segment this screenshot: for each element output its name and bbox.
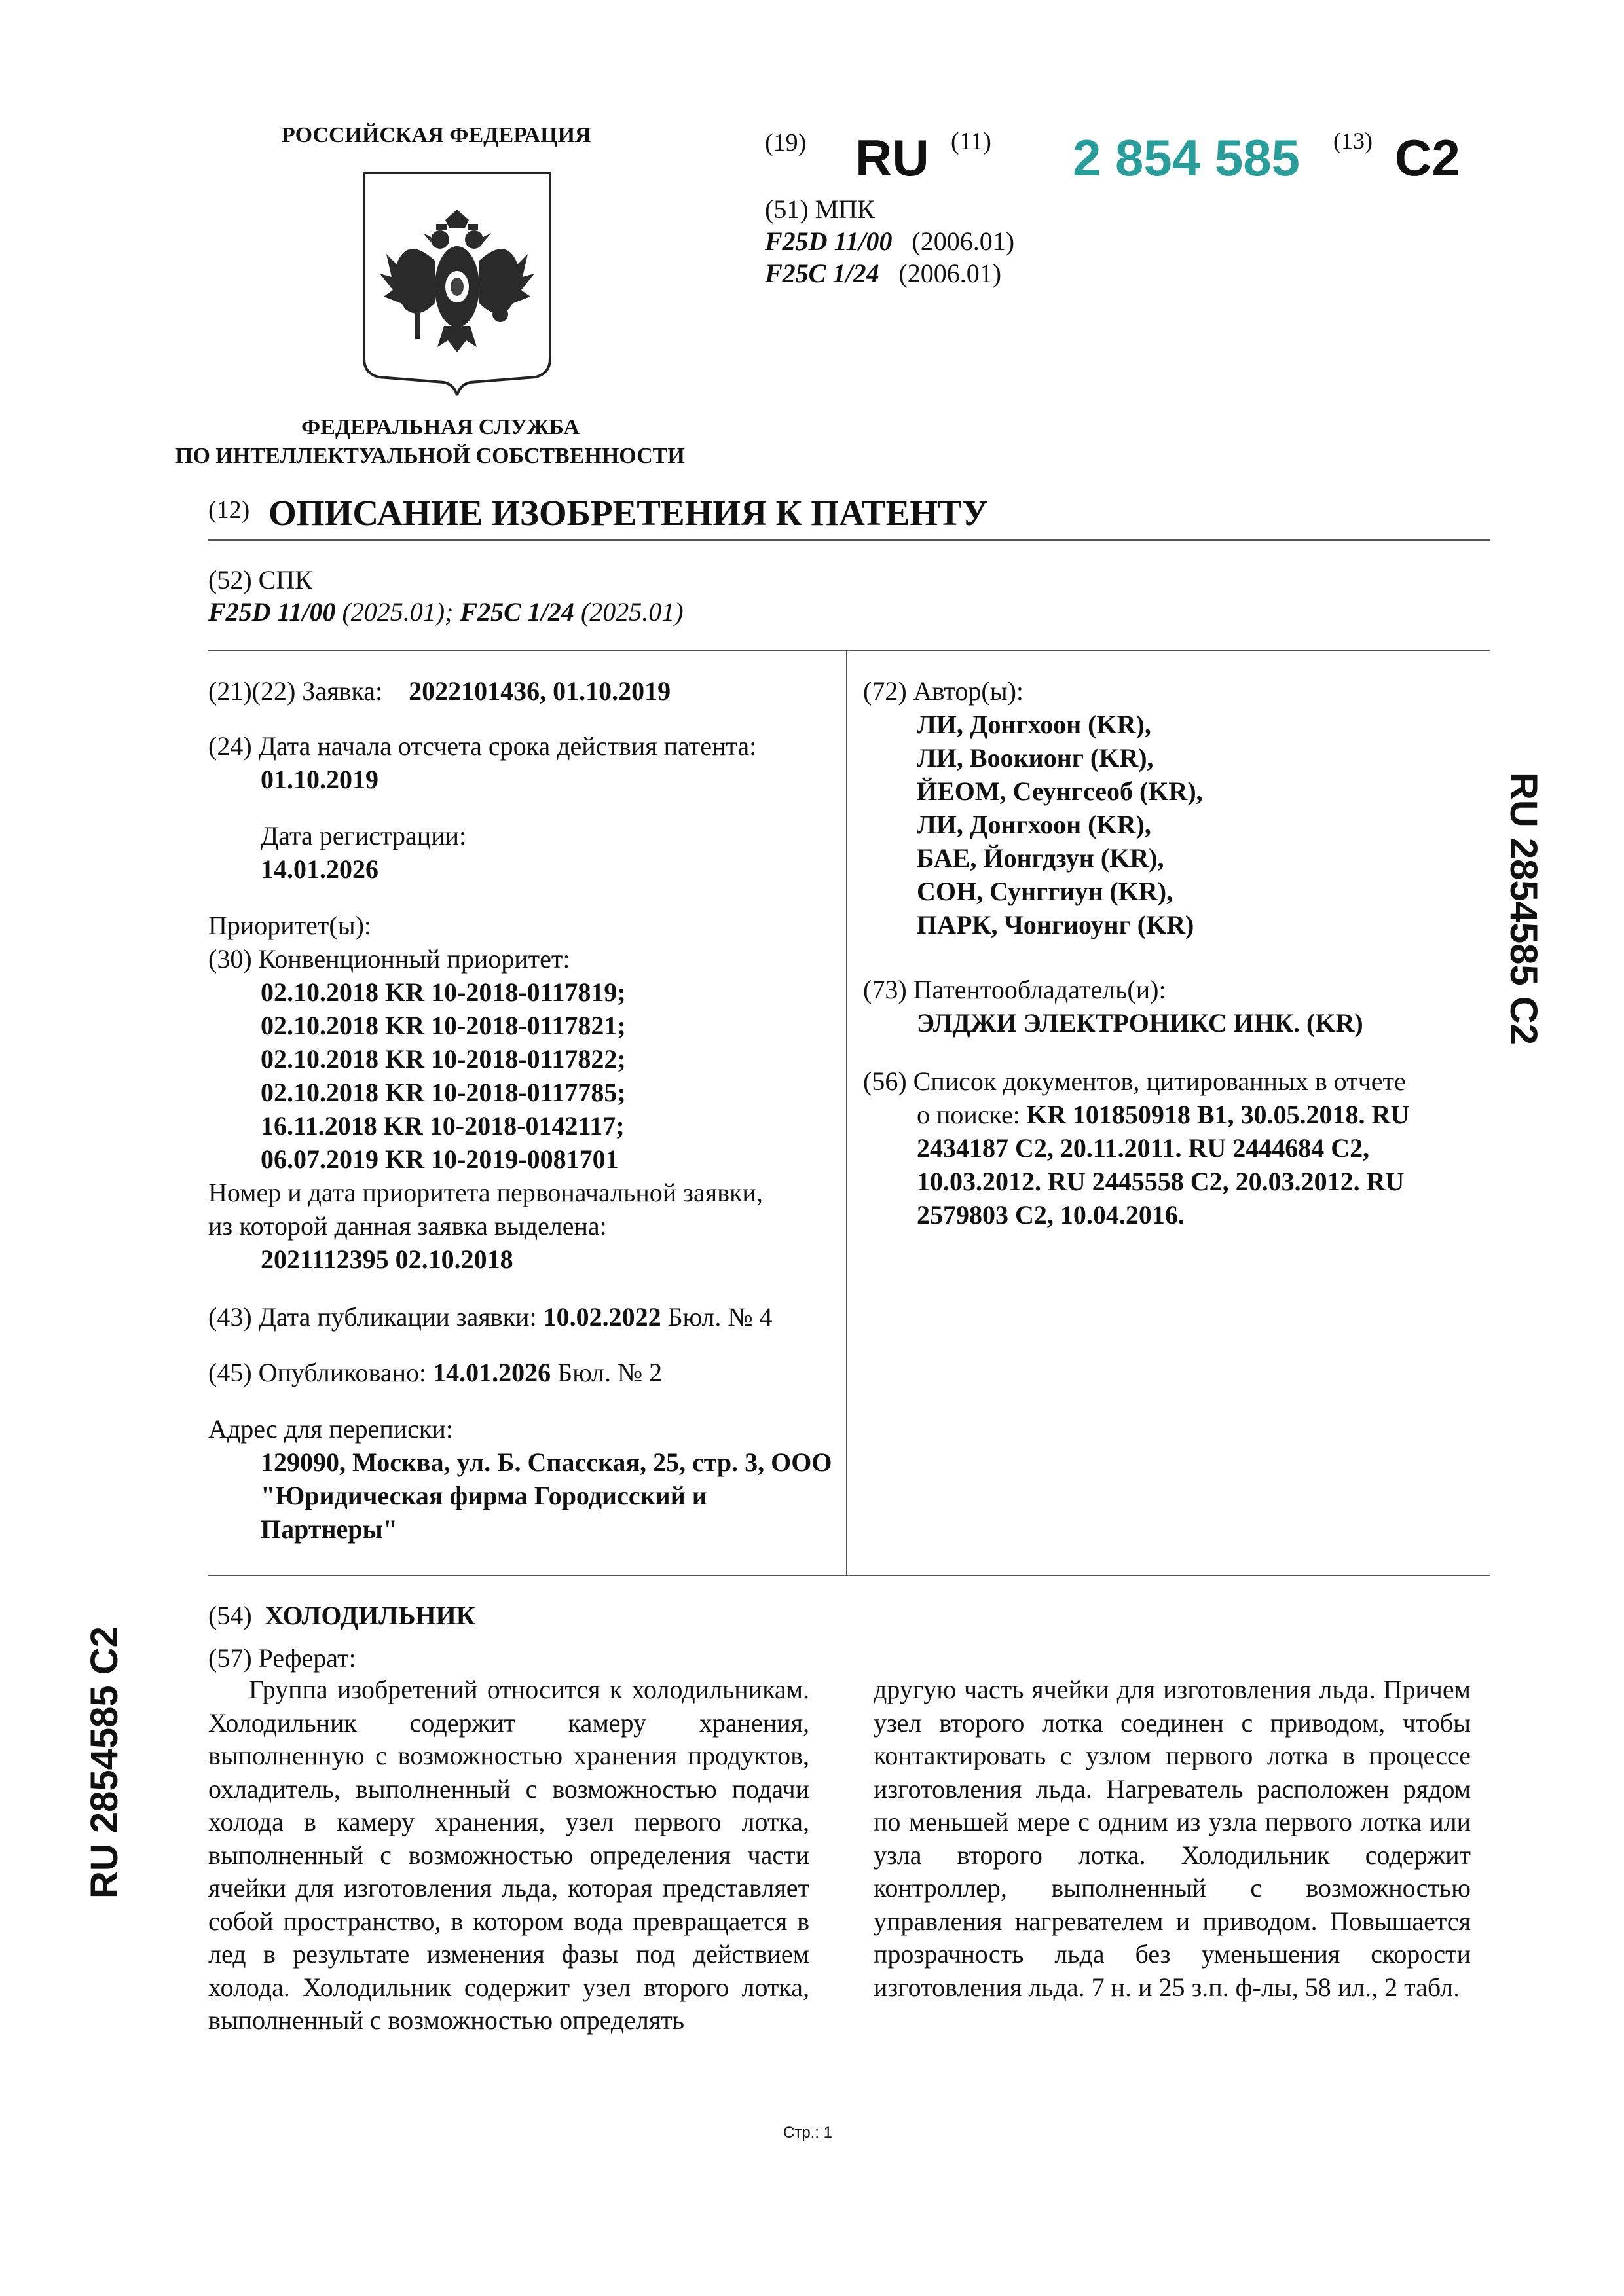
author-name: ЛИ, Воокионг (KR),: [917, 743, 1154, 773]
divider: [208, 1575, 1490, 1576]
ipc-version-2: (2006.01): [898, 259, 1002, 288]
priority-number: 10-2018-0142117;: [429, 1111, 625, 1140]
priority-number: 10-2018-0117821;: [431, 1011, 626, 1040]
side-code-left: RU 2854585 C2: [83, 1626, 126, 1899]
address-line: "Юридическая фирма Городисский и: [261, 1481, 707, 1510]
priority-number: 10-2018-0117785;: [431, 1078, 626, 1107]
priority-item: [261, 1009, 626, 1042]
application-row: [208, 674, 671, 708]
address-line: 129090, Москва, ул. Б. Спасская, 25, стр. 3, ООО: [261, 1448, 832, 1477]
author-name: ЛИ, Донгхоон (KR),: [917, 810, 1151, 839]
authors-label: (72) Автор(ы):: [863, 676, 1024, 706]
cpc-version-2: (2025.01): [574, 597, 684, 627]
priority-country: KR: [385, 1144, 424, 1174]
priority-label: Приоритет(ы):: [208, 911, 372, 940]
application-value: 2022101436, 01.10.2019: [409, 676, 671, 706]
inid-code-12: (12): [208, 496, 250, 524]
cited-documents-first: KR 101850918 B1, 30.05.2018. RU: [1026, 1100, 1410, 1129]
priority-date: 02.10.2018: [261, 977, 378, 1007]
document-title: ОПИСАНИЕ ИЗОБРЕТЕНИЯ К ПАТЕНТУ: [268, 493, 989, 533]
priority-number: 10-2018-0117819;: [431, 977, 626, 1007]
inid-code-13: (13): [1333, 128, 1373, 154]
priority-number: 10-2019-0081701: [431, 1144, 619, 1174]
priority-date: 16.11.2018: [261, 1111, 377, 1140]
author-name: СОН, Сунггиун (KR),: [917, 877, 1173, 906]
publication-label: (43) Дата публикации заявки:: [208, 1302, 544, 1332]
invention-name: ХОЛОДИЛЬНИК: [265, 1601, 475, 1630]
cited-documents-line: 2579803 C2, 10.04.2016.: [917, 1200, 1185, 1230]
author-name: ПАРК, Чонгиоунг (KR): [917, 910, 1194, 939]
column-divider: [846, 651, 847, 1575]
registration-value: 14.01.2026: [261, 854, 378, 884]
priority-date: 02.10.2018: [261, 1078, 378, 1107]
inid-code-11: (11): [951, 128, 991, 155]
original-application-label-1: Номер и дата приоритета первоначальной заявки,: [208, 1178, 763, 1207]
patent-number: 2 854 585: [1073, 129, 1301, 187]
author-name: ЛИ, Донгхоон (KR),: [917, 710, 1151, 739]
priority-date: 02.10.2018: [261, 1044, 378, 1074]
cpc-class-1: F25D 11/00: [208, 597, 336, 627]
invention-name-row: [208, 1599, 475, 1632]
priority-country: KR: [385, 1011, 424, 1040]
patent-holder-label: (73) Патентообладатель(и):: [863, 975, 1166, 1004]
patent-holder-value: ЭЛДЖИ ЭЛЕКТРОНИКС ИНК. (KR): [917, 1008, 1363, 1038]
priority-country: KR: [385, 977, 424, 1007]
priority-item: [261, 975, 626, 1009]
publication-row: [208, 1300, 773, 1334]
ipc-row-2: [765, 257, 1001, 290]
original-application-label-2: из которой данная заявка выделена:: [208, 1211, 607, 1241]
priority-country: KR: [383, 1111, 423, 1140]
published-label: (45) Опубликовано:: [208, 1358, 434, 1387]
author-name: ЙЕОМ, Сеунгсеоб (KR),: [917, 776, 1203, 806]
abstract-right-column: другую часть ячейки для изготовления льда. Причем узел второго лотка соединен с приводом, чтобы контактировать с узлом первого лотка в процессе изготовления льда. Нагреватель расположен рядом по меньшей мере с одним из узла первого лотка или узла второго лотка. Холодильник содержит контроллер, выполненный с возможностью управления нагревателем и приводом. Повышается прозрачность льда без уменьшения скорости изготовления льда. 7 н. и 25 з.п. ф-лы, 58 ил., 2 табл.: [874, 1675, 1471, 2002]
side-code-right: RU 2854585 C2: [1502, 773, 1545, 1045]
cited-documents-prefix: о поиске:: [917, 1100, 1027, 1129]
cpc-label: (52) СПК: [208, 565, 312, 594]
ipc-label: (51) МПК: [765, 194, 875, 224]
cpc-classes: [208, 595, 684, 629]
original-application-value: 2021112395 02.10.2018: [261, 1245, 513, 1274]
inid-code-19: (19): [765, 129, 807, 156]
ipc-row-1: [765, 225, 1014, 258]
term-value: 01.10.2019: [261, 765, 378, 794]
convention-priority-label: (30) Конвенционный приоритет:: [208, 944, 570, 974]
cpc-version-1: (2025.01);: [335, 597, 460, 627]
agency-name-line2: ПО ИНТЕЛЛЕКТУАЛЬНОЙ СОБСТВЕННОСТИ: [175, 444, 685, 468]
ipc-version-1: (2006.01): [912, 227, 1015, 256]
priority-item: [261, 1076, 626, 1109]
double-headed-eagle-icon: [360, 169, 554, 398]
cited-documents-line: 2434187 C2, 20.11.2011. RU 2444684 C2,: [917, 1133, 1370, 1163]
agency-name-line1: ФЕДЕРАЛЬНАЯ СЛУЖБА: [301, 415, 580, 439]
address-label: Адрес для переписки:: [208, 1414, 453, 1444]
priority-number: 10-2018-0117822;: [431, 1044, 626, 1074]
published-date: 14.01.2026: [433, 1358, 551, 1387]
coat-of-arms-emblem: [360, 169, 554, 398]
author-name: БАЕ, Йонгдзун (KR),: [917, 843, 1164, 873]
publication-date: 10.02.2022: [543, 1302, 661, 1332]
cpc-class-2: F25C 1/24: [460, 597, 574, 627]
application-label: (21)(22) Заявка:: [208, 676, 383, 706]
term-label: (24) Дата начала отсчета срока действия патента:: [208, 731, 757, 761]
priority-item: [261, 1142, 619, 1176]
ipc-class-1: F25D 11/00: [765, 227, 893, 256]
cited-documents-label: (56) Список документов, цитированных в отчете: [863, 1066, 1406, 1096]
registration-label: Дата регистрации:: [261, 821, 467, 850]
divider: [208, 650, 1490, 651]
published-bulletin: Бюл. № 2: [551, 1358, 663, 1387]
cited-documents-line: 10.03.2012. RU 2445558 C2, 20.03.2012. RU: [917, 1167, 1405, 1196]
country-name: РОССИЙСКАЯ ФЕДЕРАЦИЯ: [282, 123, 591, 147]
priority-date: 02.10.2018: [261, 1011, 378, 1040]
kind-code: C2: [1395, 129, 1460, 187]
priority-country: KR: [385, 1078, 424, 1107]
priority-date: 06.07.2019: [261, 1144, 378, 1174]
address-line: Партнеры": [261, 1514, 397, 1544]
cited-documents-line: [917, 1098, 1409, 1131]
country-code: RU: [855, 129, 929, 187]
publication-bulletin: Бюл. № 4: [661, 1302, 773, 1332]
priority-item: [261, 1109, 625, 1142]
published-row: [208, 1356, 662, 1389]
abstract-left-column: Группа изобретений относится к холодильникам. Холодильник содержит камеру хранения, выполненную с возможностью хранения продуктов, охладитель, выполненный с возможностью подачи холода в камеру хранения, узел первого лотка, выполненный с возможностью определения части ячейки для изготовления льда, которая представляет собой пространство, в котором вода превращается в лед в результате изменения фазы под действием холода. Холодильник содержит узел второго лотка, выполненный с возможностью определять: [208, 1675, 809, 2035]
abstract-label: (57) Реферат:: [208, 1643, 356, 1673]
priority-country: KR: [385, 1044, 424, 1074]
page-number: Стр.: 1: [783, 2124, 833, 2141]
ipc-class-2: F25C 1/24: [765, 259, 879, 288]
priority-item: [261, 1042, 626, 1076]
inid-code-54: (54): [208, 1601, 252, 1630]
divider: [208, 539, 1490, 541]
